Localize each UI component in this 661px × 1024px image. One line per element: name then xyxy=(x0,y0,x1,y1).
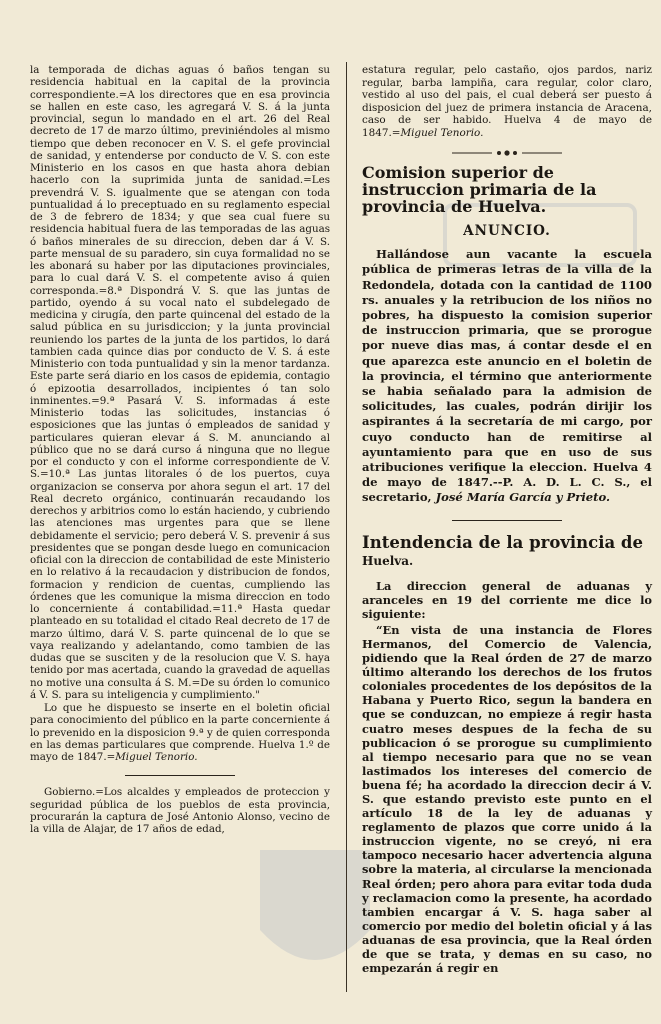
left-main-paragraph: la temporada de dichas aguas ó baños tengan su residencia habitual en la capital de la provincia correspondiente.=A los directores que en esa provincia se hallen en este caso, les agregará V. S. á la junta provincial, segun lo mandado en el art. 26 del Real decreto de 17 de marzo último, previniéndoles al mismo tiempo que deben reconocer en V. S. el gefe provincial de sanidad, y entenderse por conducto de V. S. con este Ministerio en los casos en que hasta ahora debian hacerlo con la suprimida junta de sanidad.=Les prevendrá V. S. igualmente que se atengan con toda puntualidad á lo preceptuado en su reglamento especial de 3 de febrero de 1834; y que sea cual fuere su residencia habitual fuera de las temporadas de las aguas ó baños minerales de su direccion, deben dar á V. S. parte mensual de su paradero, sin cuya formalidad no se les abonará su haber por las diputaciones provinciales, para lo cual dará V. S. el competente aviso á quien corresponda.=8.ª Dispondrá V. S. que las juntas de partido, oyendo á su vocal nato el subdelegado de medicina y cirugía, den parte quincenal del estado de la salud pública en su jurisdiccion; y la junta provincial reuniendo los partes de la junta de los partidos, lo dará tambien cada quince dias por conducto de V. S. á este Ministerio con toda puntualidad y sin la menor tardanza. Este parte será diario en los casos de epidemia, contagio ó epizootia desarrollados, incipientes ó tan solo inminentes.=9.ª Pasará V. S. informadas á este Ministerio todas las solicitudes, instancias ó esposiciones que las juntas ó empleados de sanidad y particulares quieran elevar á S. M. anunciando al público que no se dará curso á ninguna que no llegue por el conducto y con el informe correspondiente de V. S.=10.ª Las juntas litorales ó de los puertos, cuya organizacion se conserva por ahora segun el art. 17 del Real decreto orgánico, continuarán recaudando los derechos y arbitrios como lo están haciendo, y cubriendo las atenciones mas urgentes para que se llene debidamente el servicio; pero deberá V. S. prevenir á sus presidentes que se pongan desde luego en comunicacion oficial con la direccion de contabilidad de este Ministerio en lo relativo á la recaudacion y distribucion de fondos, formacion y rendicion de cuentas, cumpliendo las órdenes que les comunique la misma direccion en todo lo concerniente á contabilidad.=11.ª Hasta quedar planteado en su totalidad el citado Real decreto de 17 de marzo último, dará V. S. parte quincenal de lo que se vaya realizando y adelantando, como tambien de las dudas que se susciten y de la resolucion que V. S. haya tenido por mas acertada, cuando la gravedad de aquellas no motive una consulta á S. M.=De su órden lo comunico á V. S. para su inteligencia y cumplimiento." xyxy=(30,64,330,701)
left-closing-signature: Miguel Tenorio. xyxy=(115,751,198,763)
continuation-text: estatura regular, pelo castaño, ojos pardos, nariz regular, barba lampiña, cara regular, color claro, vestido al uso del pais, el cual deberá ser puesto á disposicion del juez de primera instancia de Aracena, caso de ser habido. Huelva 4 de mayo de 1847.= xyxy=(362,64,652,139)
anuncio-text: Hallándose aun vacante la escuela pública de primeras letras de la villa de la Redondela, dotada con la cantidad de 1100 rs. anuales y la retribucion de los niños no pobres, ha dispuesto la comision superior de instruccion primaria, que se prorogue por nueve dias mas, á contar desde el en que aparezca este anuncio en el boletin de la provincia, el término que anteriormente se habia señalado para la admision de solicitudes, las cuales, podrán dirijir los aspirantes á la secretaría de mi cargo, por cuyo conducto han de remitirse al ayuntamiento para que en uso de sus atribuciones verifique la eleccion. Huelva 4 de mayo de 1847.--P. A. D. L. C. S., el secretario, xyxy=(362,247,652,505)
right-column xyxy=(362,64,652,975)
anuncio-signature: José María García y Prieto. xyxy=(435,490,611,505)
column-divider xyxy=(346,62,347,992)
anuncio-body xyxy=(362,247,652,505)
right-separator-rule xyxy=(452,520,562,521)
section-title-instruccion: Comision superior de instruccion primaria de la provincia de Huelva. xyxy=(362,162,597,216)
left-closing-text: Lo que he dispuesto se inserte en el boletin oficial para conocimiento del público en la parte concerniente á lo prevenido en la disposicion 9.ª y de quien corresponda en las demas particulares que comprende. Huelva 1.º de mayo de 1847.= xyxy=(30,702,330,763)
intendencia-intro: La direccion general de aduanas y aranceles en 19 del corriente me dice lo siguiente: xyxy=(362,578,652,621)
left-closing-paragraph xyxy=(30,702,330,763)
continuation-paragraph xyxy=(362,64,652,140)
library-shield-watermark xyxy=(250,840,380,1000)
section-subhead-anuncio: ANUNCIO. xyxy=(463,222,551,239)
ornamental-divider xyxy=(452,148,562,158)
section-title-intendencia-cont: Huelva. xyxy=(362,553,414,568)
continuation-signature: Miguel Tenorio. xyxy=(400,126,484,139)
intendencia-body: “En vista de una instancia de Flores Hermanos, del Comercio de Valencia, pidiendo que la Real órden de 27 de marzo último alterando los derechos de los frutos coloniales procedentes de los depósitos de la Habana y Puerto Rico, segun la bandera en que se conduzcan, no empieze á regir hasta cuatro meses despues de la fecha de su publicacion ó se prorogue su cumplimiento al tiempo necesario para que no se vean lastimados los intereses del comercio de buena fé; ha acordado la direccion decir á V. S. que estando previsto este punto en el artículo 18 de la ley de aduanas y reglamento de plazos que corre unido á la instruccion vigente, no se creyó, ni era tampoco necesario hacer advertencia alguna sobre la materia, al circularse la mencionada Real órden; pero ahora para evitar toda duda y reclamacion como la presente, ha acordado tambien encargar á V. S. haga saber al comercio por medio del boletin oficial y á las aduanas de esa provincia, que la Real órden de que se trata, y demas en su caso, no empezarán á regir en xyxy=(362,622,652,976)
left-separator-rule xyxy=(125,775,235,776)
left-column xyxy=(30,64,330,835)
gobierno-paragraph: Gobierno.=Los alcaldes y empleados de proteccion y seguridad pública de los pueblos de esta provincia, procurarán la captura de José Antonio Alonso, vecino de la villa de Alajar, de 17 años de edad, xyxy=(30,786,330,835)
section-title-intendencia: Intendencia de la provincia de xyxy=(362,532,643,552)
